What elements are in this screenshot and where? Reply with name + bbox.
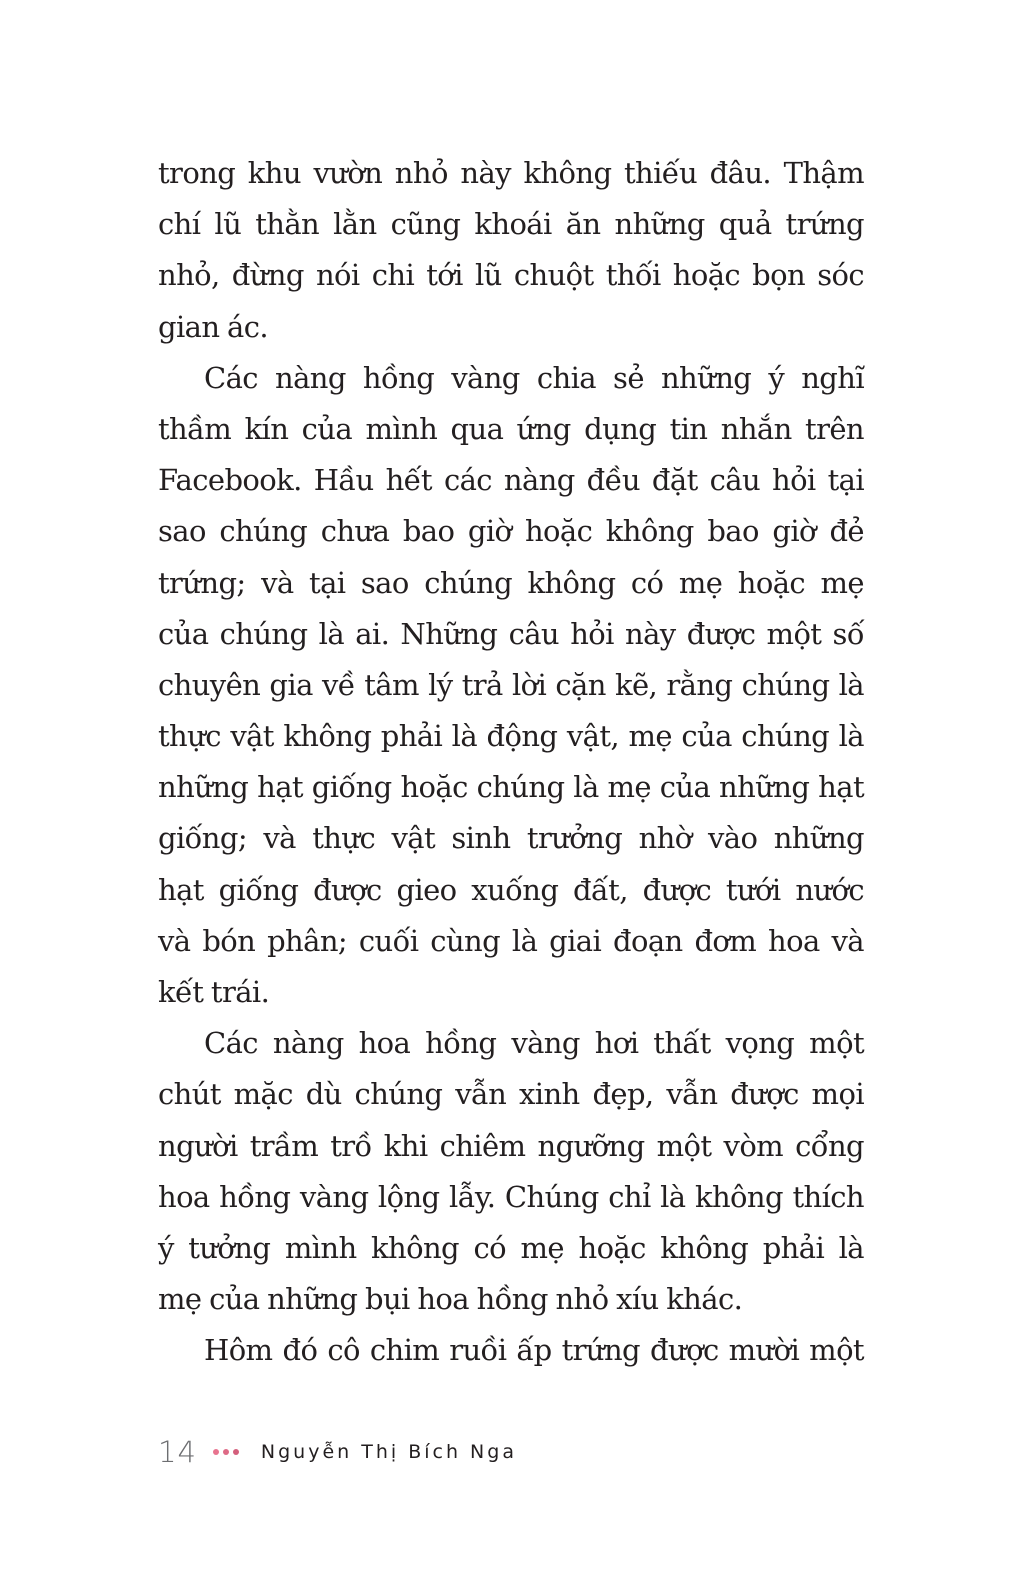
text-line: ý tưởng mình không có mẹ hoặc không phải là xyxy=(158,1230,864,1265)
text-line: hoa hồng vàng lộng lẫy. Chúng chỉ là không thích xyxy=(158,1179,864,1214)
author-name: Nguyễn Thị Bích Nga xyxy=(260,1441,517,1463)
text-line: giống; và thực vật sinh trưởng nhờ vào những xyxy=(158,821,864,856)
text-line: những hạt giống hoặc chúng là mẹ của những hạt xyxy=(158,770,864,805)
text-line: chuyên gia về tâm lý trả lời cặn kẽ, rằng chúng là xyxy=(158,667,864,702)
text-line: trứng; và tại sao chúng không có mẹ hoặc mẹ xyxy=(158,565,864,600)
text-line: của chúng là ai. Những câu hỏi này được một số xyxy=(158,616,864,651)
text-line: Các nàng hoa hồng vàng hơi thất vọng một xyxy=(204,1026,864,1061)
text-line: Các nàng hồng vàng chia sẻ những ý nghĩ xyxy=(204,360,864,395)
paragraph xyxy=(158,1018,864,1325)
text-line: Hôm đó cô chim ruồi ấp trứng được mười một xyxy=(204,1333,864,1368)
dot-icon xyxy=(213,1449,219,1455)
body-text xyxy=(158,148,864,1377)
text-line: người trầm trồ khi chiêm ngưỡng một vòm cổng xyxy=(158,1128,864,1163)
dot-icon xyxy=(223,1449,229,1455)
text-line: thầm kín của mình qua ứng dụng tin nhắn trên xyxy=(158,411,864,446)
text-line: chút mặc dù chúng vẫn xinh đẹp, vẫn được mọi xyxy=(158,1077,864,1112)
page-footer xyxy=(158,1430,517,1474)
text-line: kết trái. xyxy=(158,975,270,1009)
text-line: thực vật không phải là động vật, mẹ của chúng là xyxy=(158,719,864,754)
text-line: trong khu vườn nhỏ này không thiếu đâu. Thậm xyxy=(158,156,864,190)
text-line: Facebook. Hầu hết các nàng đều đặt câu hỏi tại xyxy=(158,463,864,498)
text-line: nhỏ, đừng nói chi tới lũ chuột thối hoặc bọn sóc xyxy=(158,258,864,293)
text-line: chí lũ thằn lằn cũng khoái ăn những quả trứng xyxy=(158,207,864,242)
paragraph xyxy=(158,353,864,1018)
paragraph xyxy=(158,1325,864,1376)
text-line: gian ác. xyxy=(158,309,268,344)
dot-icon xyxy=(233,1449,239,1455)
text-line: sao chúng chưa bao giờ hoặc không bao giờ đẻ xyxy=(158,514,864,549)
three-dots-icon xyxy=(213,1449,239,1455)
text-line: hạt giống được gieo xuống đất, được tưới nước xyxy=(158,872,864,907)
text-line: mẹ của những bụi hoa hồng nhỏ xíu khác. xyxy=(158,1282,743,1317)
text-line: và bón phân; cuối cùng là giai đoạn đơm hoa và xyxy=(158,923,864,958)
page-number: 14 xyxy=(158,1435,197,1469)
paragraph xyxy=(158,148,864,353)
